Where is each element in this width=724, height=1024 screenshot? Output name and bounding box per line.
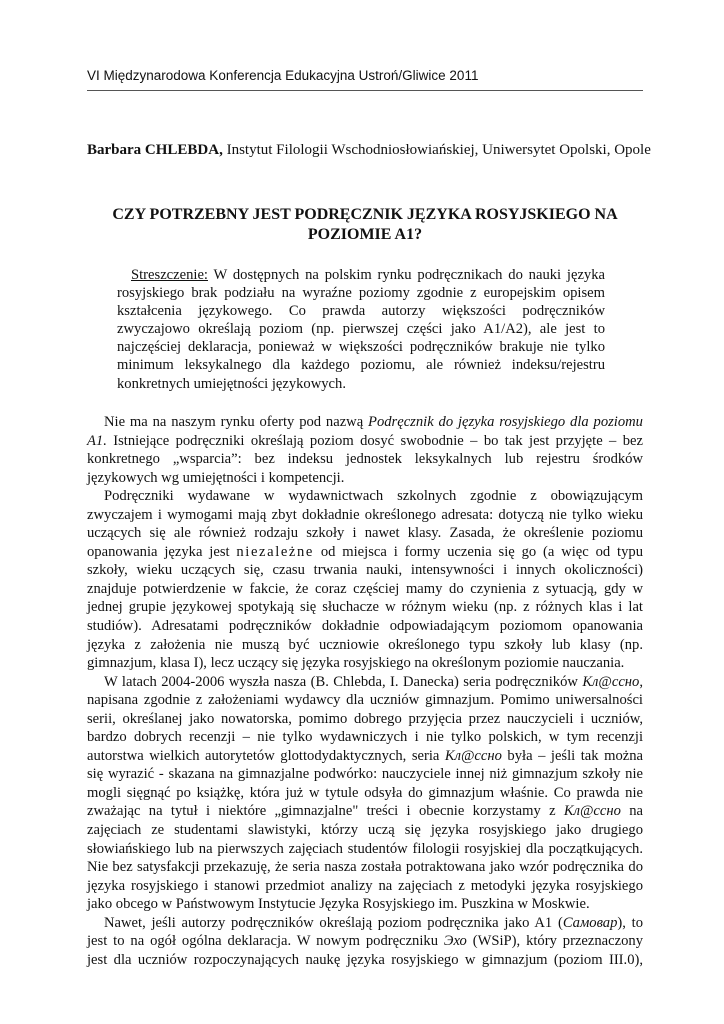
series-title-italic: Кл@ссно (444, 747, 502, 764)
body-line: serii, określanej jako nowatorska, pomimo dobrego przyjęcia przez nauczycieli i uczniów, (87, 710, 643, 727)
body-line: gimnazjum, klasa I), lecz uczący się języka rosyjskiego na określonym poziomie nauczania. (87, 655, 625, 672)
body-line: bardzo dobrych recenzji – nie tylko wydawniczych i nie tylko polskich, w tym recenzji (87, 729, 643, 746)
body-line: jednej grupie językowej spotykają się słuchacze w różnym wieku (np. z różnych klas i lat (87, 599, 643, 616)
body-line: opanowania języka jest niezależne od miejsca i formy uczenia się go (a więc od typu (87, 543, 643, 560)
body-line: uczących się ale również rodzaju szkoły i nawet klasy. Zasada, że określenie poziomu (87, 525, 643, 542)
title-line: CZY POTRZEBNY JEST PODRĘCZNIK JĘZYKA ROSYJSKIEGO NA (112, 206, 618, 223)
body-line: szkoły, wieku uczących się, czasu trwania nauki, intensywności i innych okoliczności) (87, 562, 643, 579)
book-title-italic: Podręcznik do języka rosyjskiego dla poziomu (368, 414, 643, 430)
header-rule (87, 90, 643, 91)
body-line: studiów). Adresatami podręczników dokładnie odpowiadającym poziomom opanowania (87, 618, 643, 635)
body-line: zwyczajem i wymogami mają zbyt dokładnie określonego adresata: dotyczą nie tylko wieku (87, 506, 643, 523)
body-line: mogli sięgnąć po książkę, która już w tytule odsyła do gimnazjum właśnie. Co prawda nie (87, 784, 643, 801)
body-line: Podręczniki wydawane w wydawnictwach szkolnych zgodnie z obowiązującym (104, 488, 643, 505)
series-title-italic: Кл@ссно (582, 673, 640, 690)
book-title-italic: Самовар (562, 914, 618, 931)
body-line: napisana zgodnie z założeniami wydawcy dla uczniów gimnazjum. Pomimo uniwersalności (87, 692, 643, 709)
abstract (117, 266, 605, 393)
body-line: języka rosyjskiego i stanowi przedmiot analizy na zajęciach z metodyki języka rosyjskiego (87, 877, 643, 894)
abstract-line: konkretnych umiejętności językowych. (117, 375, 346, 392)
body-line: Nie bez satysfakcji przekazuję, że seria nasza została potraktowana jako wzór podręcznika do (87, 859, 643, 876)
body-line: językowych wg umiejętności i kompetencji. (87, 469, 345, 486)
emphasis-spaced: niezależne (236, 543, 314, 560)
paper-title (87, 205, 643, 245)
body-line: zajęciach ze studentami slawistyki, którzy uczą się języka rosyjskiego jako drugiego (87, 822, 643, 839)
abstract-line: Streszczenie: W dostępnych na polskim rynku podręcznikach do nauki języka (131, 267, 605, 283)
title-line: POZIOMIE A1? (307, 226, 423, 243)
body-line: słowiańskiego lub na pierwszych zajęciach studentów filologii rosyjskiej dla początkujących. (87, 840, 643, 857)
body-line: języka z założenia nie muszą być uczniowie określonego typu szkoły lub klasy (np. (87, 636, 643, 653)
body-line: konkretnego „wsparcia”: bez indeksu jednostek leksykalnych lub rejestru środków (87, 451, 643, 468)
body-line: się wyrazić - skazana na gimnazjalne podwórko: nauczyciele innej niż gimnazjum szkoły nie (87, 766, 643, 783)
body-line: A1. Istniejące podręczniki określają poziom dosyć swobodnie – bo tak jest przyjęte – bez (87, 432, 643, 449)
body-line: Nie ma na naszym rynku oferty pod nazwą Podręcznik do języka rosyjskiego dla poziomu (104, 414, 643, 430)
author-line (87, 140, 651, 160)
body-line: W latach 2004-2006 wyszła nasza (B. Chlebda, I. Danecka) seria podręczników Кл@ссно, (104, 673, 643, 690)
author-name: Barbara CHLEBDA, (87, 142, 223, 158)
body-line: jest dla uczniów rozpoczynających naukę języka rosyjskiego w gimnazjum (poziom III.0), (87, 951, 643, 968)
author-affiliation: Instytut Filologii Wschodniosłowiańskiej, Uniwersytet Opolski, Opole (222, 142, 651, 158)
body-line: zważając na tytuł i niektóre „gimnazjalne" treści i obecnie korzystamy z Кл@ссно na (87, 803, 643, 820)
series-title-italic: Кл@ссно (563, 803, 621, 820)
running-header: VI Międzynarodowa Konferencja Edukacyjna Ustroń/Gliwice 2011 (87, 68, 479, 83)
body-line: autorstwa wielkich autorytetów glottodydaktycznych, seria Кл@ссно była – jeśli tak można (87, 747, 644, 764)
body-line: znajduje potwierdzenie w fakcie, że coraz częściej mamy do czynienia z sytuacją, gdy w (87, 580, 643, 597)
body-line: Nawet, jeśli autorzy podręczników określają poziom podręcznika jako A1 (Самовар), to (104, 914, 643, 931)
abstract-line: zwyczajowo określają poziom (np. pierwszej części jako A1/A2), ale jest to (117, 321, 605, 338)
abstract-label: Streszczenie: (131, 267, 208, 283)
body-text (87, 413, 643, 969)
abstract-line: kształcenia językowego. Co prawda autorzy większości podręczników (117, 303, 605, 320)
abstract-line: rosyjskiego brak podziału na wyraźne poziomy zgodnie z europejskim opisem (117, 285, 605, 302)
book-title-italic: Эхо (443, 933, 467, 950)
body-line: jako obcego w Państwowym Instytucie Języka Rosyjskiego im. Puszkina w Moskwie. (87, 896, 590, 913)
abstract-line: najczęściej deklaracja, ponieważ w większości podręczników brakuje nie tylko (117, 339, 605, 356)
abstract-line: minimum leksykalnego dla każdego poziomu, ale również indeksu/rejestru (117, 357, 605, 374)
body-line: jest to na ogół ogólna deklaracja. W nowym podręczniku Эхо (WSiP), który przeznaczony (87, 933, 643, 950)
